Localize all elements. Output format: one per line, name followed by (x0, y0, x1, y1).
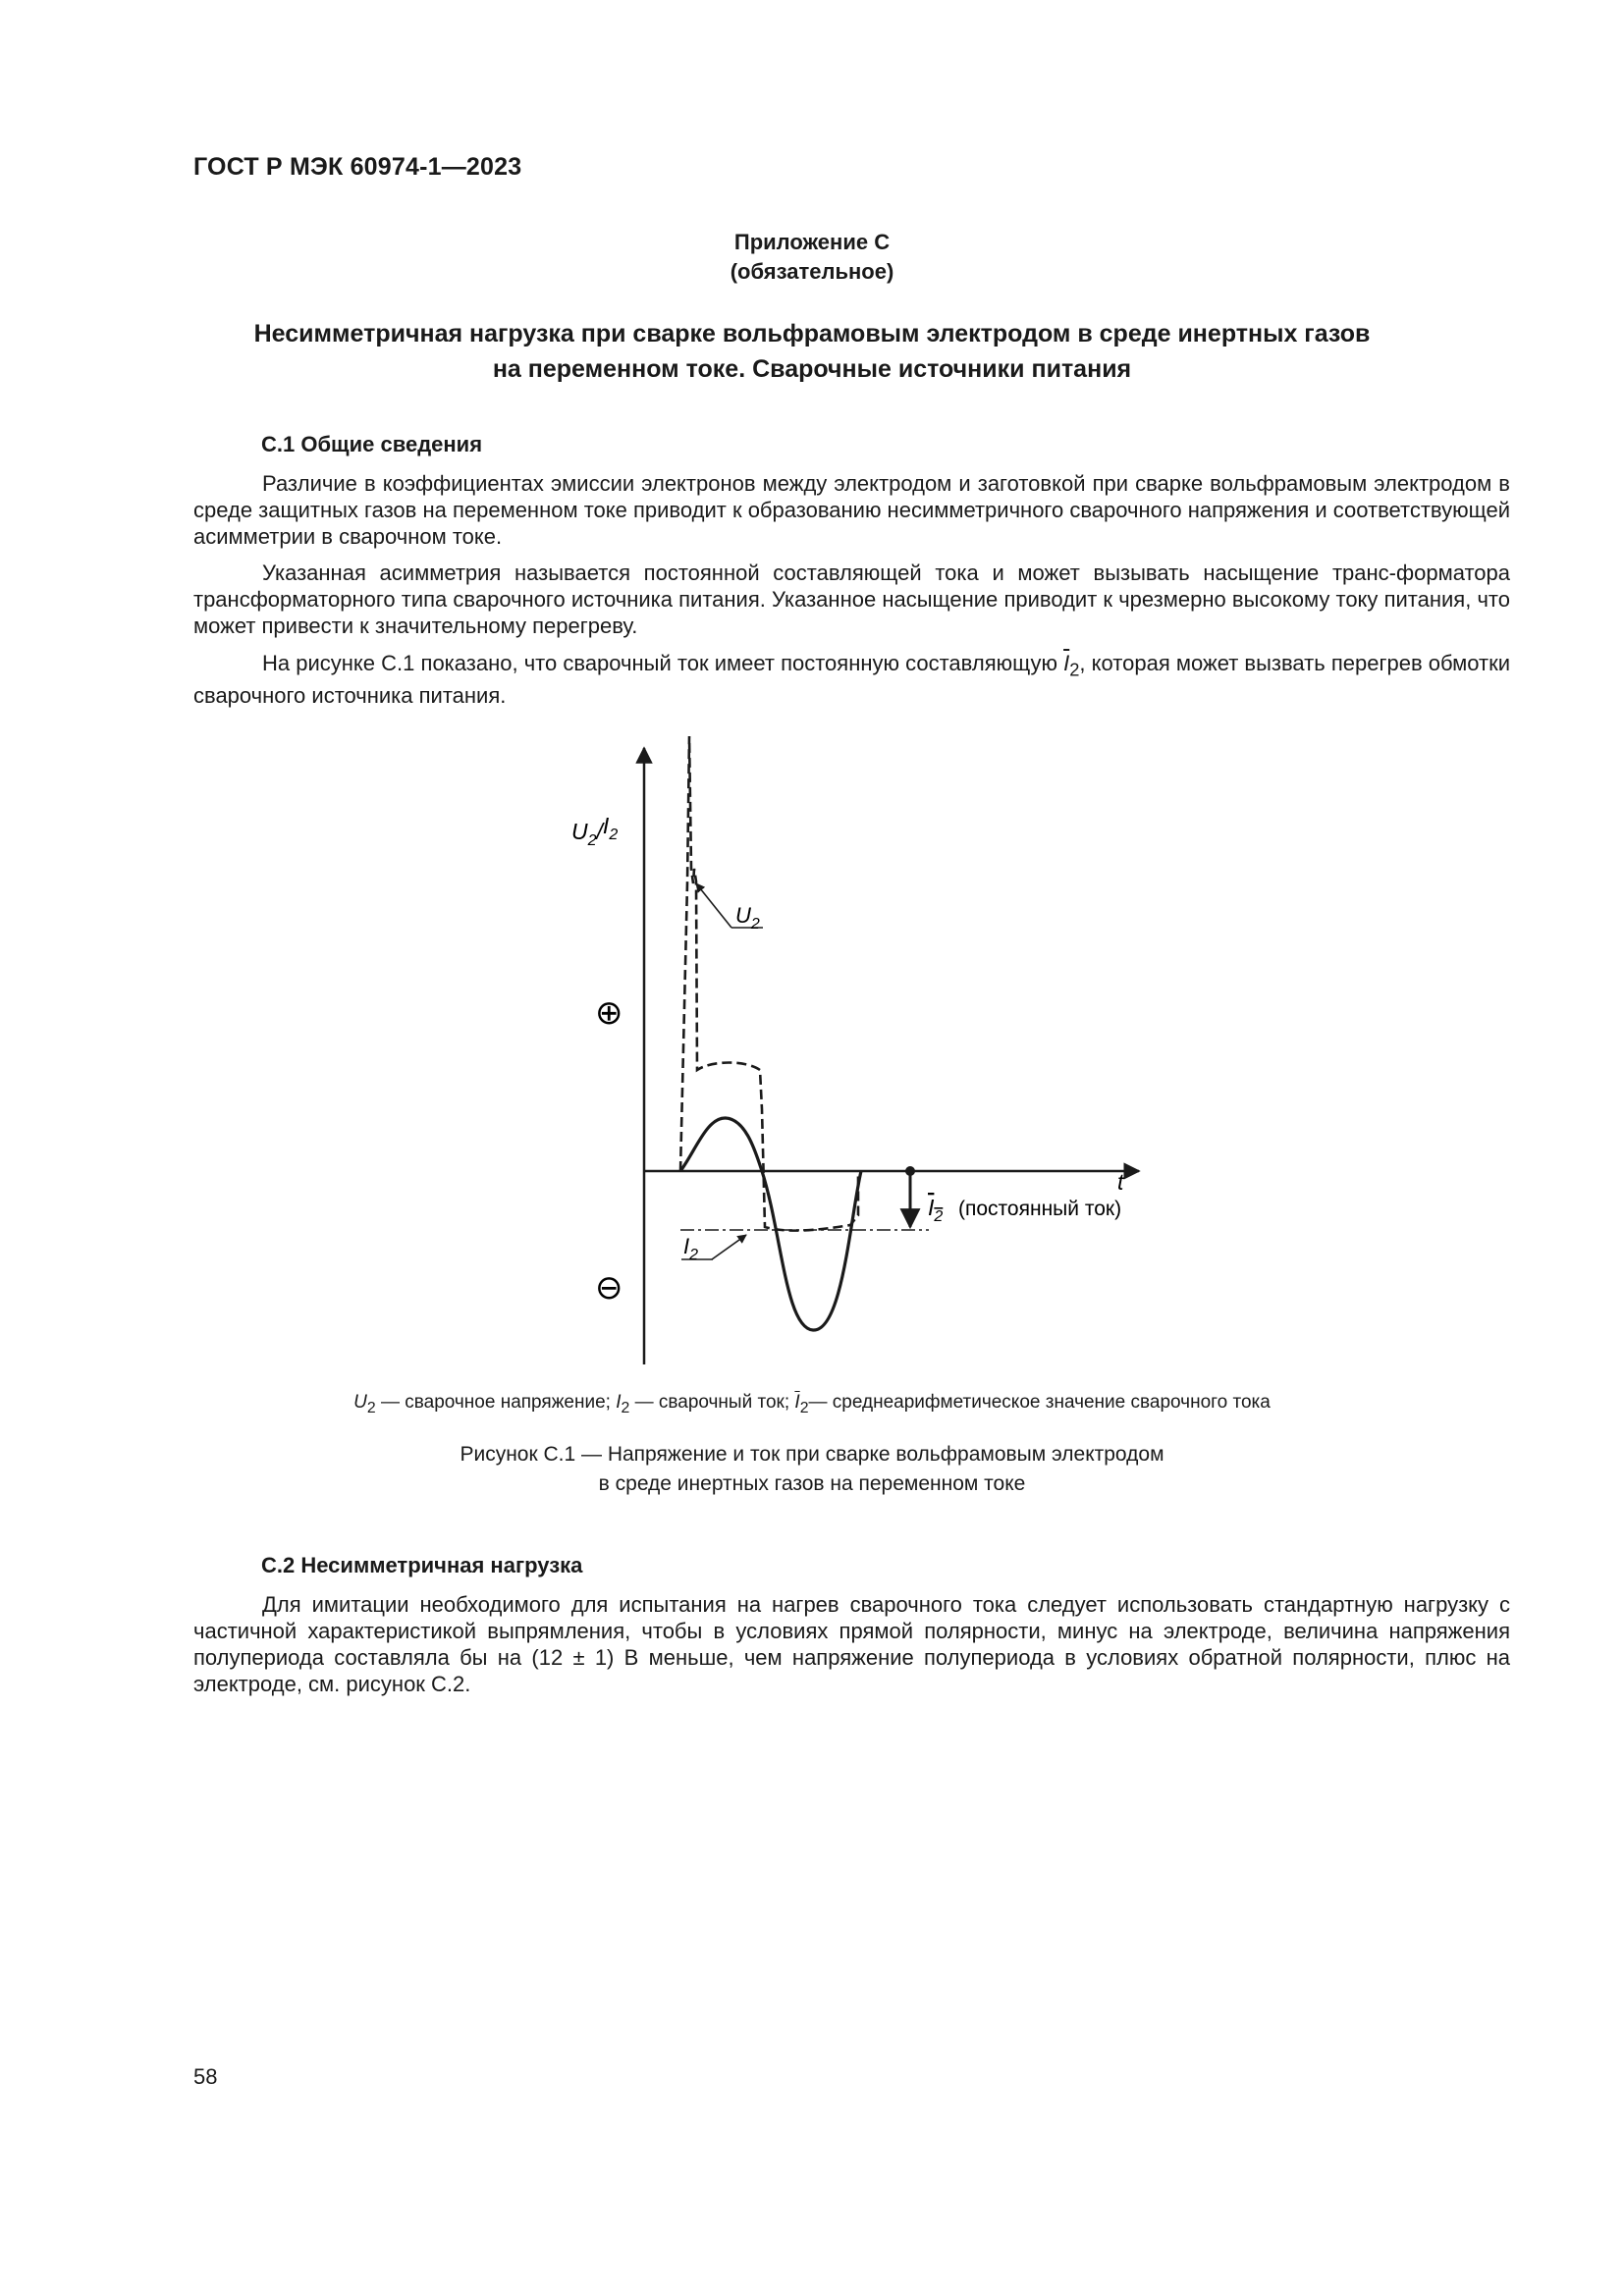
legend-i2bar-subscript: 2 (799, 1399, 809, 1416)
figure-caption-line-1: Рисунок С.1 — Напряжение и ток при сварке вольфрамовым электродом (460, 1443, 1164, 1466)
legend-u2-text: — сварочное напряжение; (375, 1392, 617, 1413)
standard-designation: ГОСТ Р МЭК 60974-1—2023 (193, 153, 522, 181)
welding-current-curve (680, 1118, 861, 1330)
section-c2-heading: С.2 Несимметричная нагрузка (261, 1553, 583, 1577)
legend-i2-symbol: I (616, 1392, 622, 1413)
annex-label: Приложение С (733, 230, 891, 254)
paragraph-3-text-before: На рисунке С.1 показано, что сварочный ток имеет постоянную составляющую (262, 651, 1064, 675)
dc-component-subscript: 2 (1069, 659, 1080, 680)
figure-c1-diagram (550, 736, 1178, 1364)
i2-leader-line (712, 1235, 746, 1259)
page-number: 58 (193, 2064, 218, 2089)
section-c2-paragraph-1: Для имитации необходимого для испытания на нагрев сварочного тока следует использовать стандартную нагрузку с частичной характеристикой выпрямления, чтобы в условиях прямой полярности, минус на электроде, величина напряжения полупериода составляла бы на (12 ± 1) В меньше, чем напряжение полупериода в условиях обратной полярности, плюс на электроде, см. рисунок С.2. (193, 1592, 1510, 1696)
annex-title-line-2: на переменном токе. Сварочные источники питания (492, 355, 1132, 383)
dc-component-symbol: $\overline{I}$ (1063, 651, 1070, 675)
section-c1-paragraph-3 (193, 650, 1510, 709)
annex-title-line-1: Несимметричная нагрузка при сварке вольфрамовым электродом в среде инертных газов (253, 320, 1371, 347)
paragraph-3-text-after: , которая может вызвать перегрев обмотки сварочного источника питания. (193, 651, 1511, 709)
u2-curve-label: $U_2$ (735, 903, 760, 933)
u2-leader-line (696, 883, 731, 928)
annex-title (0, 316, 1624, 387)
legend-i2-subscript: 2 (621, 1399, 630, 1416)
section-c1-paragraph-1: Различие в коэффициентах эмиссии электронов между электродом и заготовкой при сварке вольфрамовым электродом в среде защитных газов на переменном токе приводит к образованию несимметричного сварочного напряжения и соответствующей асимметрии в сварочном токе. (193, 471, 1510, 549)
y-axis-label: $U_2/I_2$ (571, 813, 619, 849)
x-axis-label: t (1117, 1169, 1124, 1195)
legend-u2-symbol: U (353, 1392, 367, 1413)
figure-c1-caption (0, 1440, 1624, 1499)
positive-sign-symbol: ⊕ (595, 994, 623, 1032)
legend-i2bar-text: — среднеарифметическое значение сварочного тока (808, 1392, 1271, 1413)
annex-heading (0, 228, 1624, 287)
section-c1-paragraph-2: Указанная асимметрия называется постоянной составляющей тока и может вызывать насыщение транс-форматора трансформаторного типа сварочного источника питания. Указанное насыщение приводит к чрезмерно высокому току питания, что может привести к значительному перегреву. (193, 561, 1510, 638)
negative-sign-symbol: ⊖ (595, 1269, 623, 1307)
legend-i2bar-symbol: $\overline{I}$ (794, 1392, 800, 1413)
dc-label: (постоянный ток) (958, 1198, 1122, 1220)
section-c1-heading: С.1 Общие сведения (261, 432, 483, 456)
annex-status: (обязательное) (730, 259, 894, 284)
figure-c1-legend (0, 1392, 1624, 1417)
figure-caption-line-2: в среде инертных газов на переменном токе (598, 1472, 1026, 1495)
dc-symbol: $I_2$ (928, 1195, 944, 1225)
welding-voltage-curve (680, 736, 858, 1231)
i2-curve-label: $I_2$ (683, 1234, 699, 1263)
legend-u2-subscript: 2 (366, 1399, 376, 1416)
legend-i2-text: — сварочный ток; (629, 1392, 795, 1413)
